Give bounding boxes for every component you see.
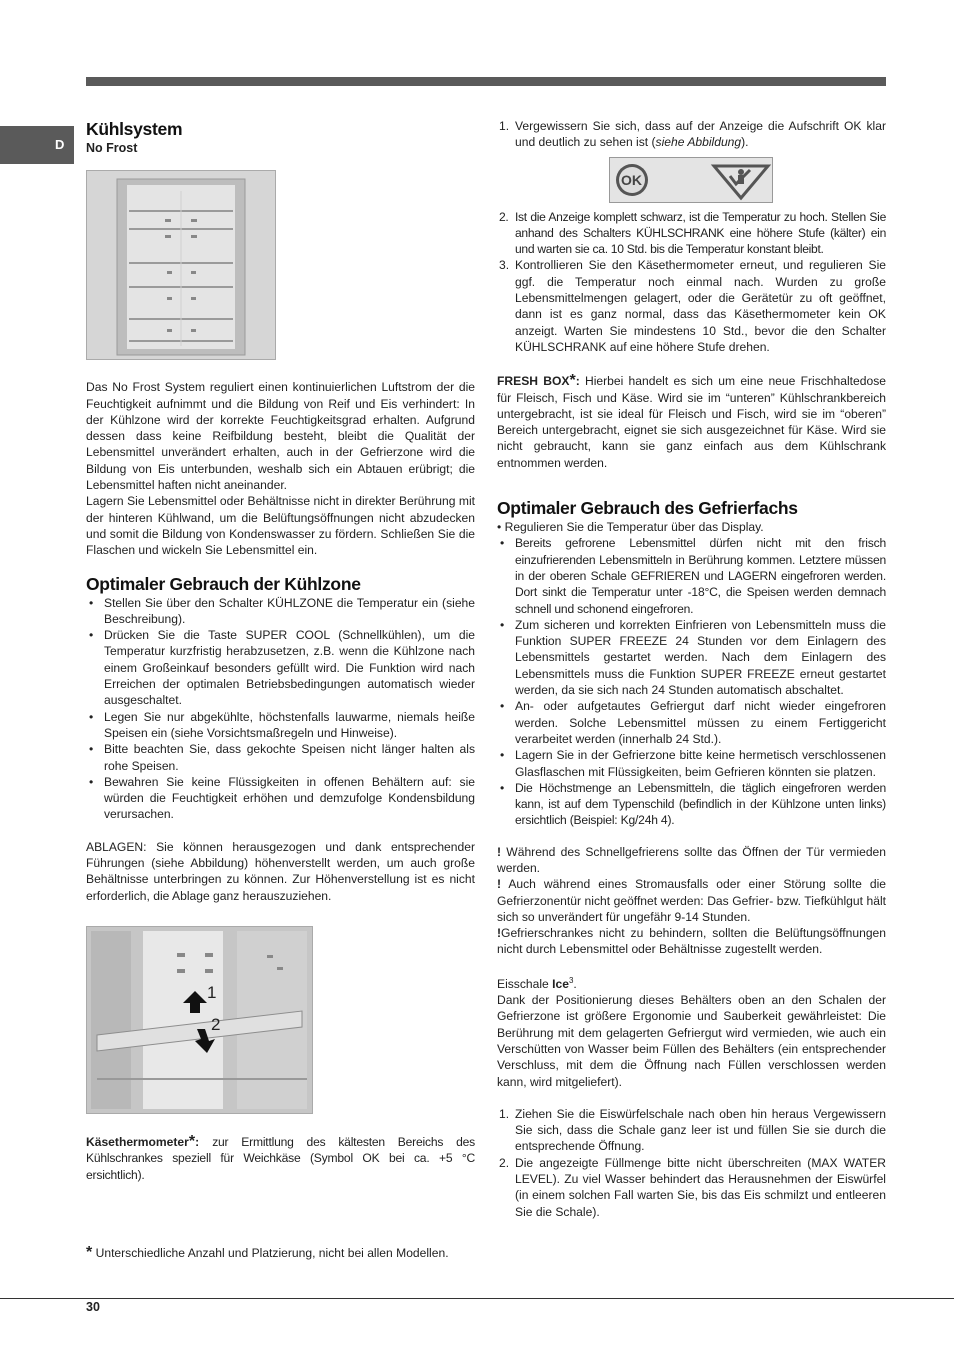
list-item [497,1155,886,1220]
step-number: 1. [499,119,510,133]
freshbox-text: Hierbei handelt es sich um eine neue Frischhaltedose für Fleisch, Fisch und Käse. Wird sie im “unteren” Kühlschrankbereich untergebracht, ist sie ideal für Fleisch und Fisch, wird sie im “oberen” Bereich untergebracht, eignet sie sich ausgezeichnet für Käse. Wird sie nicht gebraucht, kann sie ganz einfach aus dem Kühlschrank entnommen werden. [497,374,886,470]
check-steps-list-cont [497,209,886,356]
list-item [497,209,886,258]
warning-text: Auch während eines Stromausfalls oder einer Störung sollte die Gefrierzonentür nicht geöffnet werden: Das Gefrier- bzw. Tiefkühlgut hält sich so unverändert für ungefähr 9-14 Stunden. [497,877,886,924]
list-item: • Legen Sie nur abgekühlte, höchstenfalls lauwarme, niemals heiße Speisen ein (siehe Vorsichtsmaßregeln und Hinweise). [86,709,475,742]
warning-3 [497,925,886,958]
shelf-adjust-illustration [87,927,312,1113]
warning-text: Gefrierschrankes nicht zu behindern, sollten die Belüftungsöffnungen nicht durch Lebensmittel oder Behältnisse zugestellt werden. [497,926,886,957]
kasethermometer-colon: : [195,1134,200,1149]
section-title-kuehlsystem: Kühlsystem [86,119,183,139]
asterisk-marker: * [569,372,576,390]
list-item [497,118,886,151]
right-column [497,118,886,1220]
page-number: 30 [86,1300,100,1314]
list-item: • Drücken Sie die Taste SUPER COOL (Schnellkühlen), um die Temperatur kurzfristig herabzusetzen, z.B. wenn die Kühlzone nach einem Großeinkauf besonders gefüllt wird. Die Funktion wird nach Erreichen der optimalen Betriebsbedingungen automatisch wieder ausgeschaltet. [86,627,475,708]
warning-mark: ! [497,877,502,892]
eisschale-sup: 3 [568,975,574,985]
intro-paragraph-2: Lagern Sie Lebensmittel oder Behältnisse nicht in direkter Berührung mit der hinteren Kühlwand, um die Belüftungsöffnungen nicht abzudecken und somit die Bildung von Kondenswasser zu fördern. Schließen Sie die Flaschen und wickeln Sie Lebensmittel ein. [86,494,475,558]
bottom-rule [0,1298,954,1299]
step-text: Ziehen Sie die Eiswürfelschale nach oben hin heraus Vergewissern Sie sich, dass die Schale ganz leer ist und füllen Sie sie durch die entsprechende Öffnung. [515,1106,886,1154]
figure-label-1: 1 [207,982,217,1002]
step-text: Kontrollieren Sie den Käsethermometer erneut, und regulieren Sie ggf. die Temperatur noch einmal nach. Wurden zu große Lebensmittelmengen gelagert, oder die Gerätetür zu oft geöffnet, dann ist es ganz normal, dass das Käsethermometer kein OK anzeigt. Warten Sie mindestens 10 Std., bevor die den Schalter KÜHLSCHRANK auf eine höhere Stufe drehen. [515,258,886,354]
list-item: • Stellen Sie über den Schalter KÜHLZONE die Temperatur ein (siehe Beschreibung). [86,595,475,628]
language-tab: D [0,126,74,164]
list-item [497,257,886,355]
list-item: • Bereits gefrorene Lebensmittel dürfen nicht mit den frisch einzufrierenden Lebensmitteln in Berührung kommen. Letztere müssen in der oberen Schale GEFRIEREN und LAGERN eingefroren werden. Dort sinkt die Temperatur unter -18°C, die Speisen werden demnach schnell und schonend eingefroren. [497,535,886,616]
fridge-interior-image [86,170,276,360]
eisschale-label: Eisschale [497,976,553,991]
freshbox-colon: : [575,374,580,389]
eisschale-paragraph: Dank der Positionierung dieses Behälters oben an den Schalen der Gefrierzone ist größere Ergonomie und Sauberkeit gewährleistet: Die Berührung mit dem gelagerten Gefriergut wird vermieden, wie auch ein Verschütten von Wasser beim Füllen des Behälters (ein entsprechender Verschluss, mit dem die Öffnung nach Füllen verschlossen werden kann, wird mitgeliefert). [497,993,886,1089]
step-number: 2. [499,209,509,224]
list-item: • Lagern Sie in der Gefrierzone bitte keine hermetisch verschlossenen Glasflaschen mit Flüssigkeiten, beim Gefrieren könnten sie platzen. [497,747,886,780]
freshbox-paragraph [497,373,886,471]
warning-2 [497,876,886,925]
step-reference: siehe Abbildung [655,135,742,150]
list-item: • Bitte beachten Sie, dass gekochte Speisen nicht länger halten als rohe Speisen. [86,741,475,774]
footnote-text: Unterschiedliche Anzahl und Platzierung, nicht bei allen Modellen. [95,1246,449,1260]
warning-mark: ! [497,844,502,859]
kasethermometer-label: Käsethermometer [86,1134,189,1149]
footnote-asterisk: * [86,1244,93,1261]
shelf-adjust-image [86,926,313,1114]
asterisk-marker: * [188,1132,196,1150]
list-item: • An- oder aufgetautes Gefriergut darf nicht wieder eingefroren werden. Solche Lebensmittel müssen zu einem Fertiggericht verarbeitet werden (innerhalb 24 Std.). [497,698,886,747]
figure-label-2: 2 [211,1014,221,1034]
step-number: 2. [499,1155,510,1170]
footnote [86,1245,486,1261]
kasethermometer-text: zur Ermittlung des kältesten Bereichs des Kühlschrankes speziell für Weichkäse (Symbol OK bei ca. +5 °C ersichtlich). [86,1134,475,1182]
step-text: Vergewissern Sie sich, dass auf der Anzeige die Aufschrift OK klar und deutlich zu sehen ist ( [515,119,886,150]
section-title-gefrierfach: Optimaler Gebrauch des Gefrierfachs [497,498,798,519]
check-steps-list [497,118,886,151]
kasethermometer-paragraph [86,1134,475,1183]
warning-text: Während des Schnellgefrierens sollte das Öffnen der Tür vermieden werden. [497,844,886,875]
list-item [497,1106,886,1155]
left-column [86,118,475,1183]
eisschale-product: Ice [552,976,569,991]
warning-1 [497,844,886,877]
list-item: • Bewahren Sie keine Flüssigkeiten in offenen Behältern auf: sie würden die Feuchtigkeit erhöhen und demzufolge Kondensbildung verursachen. [86,774,475,823]
eisschale-heading [497,973,886,992]
kuehlzone-bullet-list [86,595,475,823]
list-item: • Die Höchstmenge an Lebensmitteln, die täglich eingefroren werden kann, ist auf dem Typenschild (befindlich in der Kühlzone unten links) ersichtlich (Beispiel: Kg/24h 4). [497,780,886,829]
subtitle-no-frost: No Frost [86,141,138,155]
top-rule [86,77,886,86]
gefrierfach-bullet-list [497,535,886,828]
section-title-kuehlzone: Optimaler Gebrauch der Kühlzone [86,573,361,594]
ablagen-paragraph: ABLAGEN: Sie können herausgezogen und dank entsprechender Führungen (siehe Abbildung) höhenverstellt werden, um auch große Behältnisse unterbringen zu können. Zur Höhenverstellung ist es nicht erforderlich, die Ablage ganz herauszuziehen. [86,839,475,903]
ok-symbol: OK [621,171,642,188]
intro-paragraph-1: Das No Frost System reguliert einen kontinuierlichen Luftstrom der die Feuchtigkeit aufnimmt und die Bildung von Reif und Eis verhindert: In der Kühlzone wird der korrekte Feuchtigkeitsgrad erhalten. Aufgrund dessen dass keine Reifbildung besteht, bleibt die Qualität der Lebensmittel unverändert erhalten, auch in der Gefrierzone wird die Bildung von Eis unterbunden, weshalb sich ein Abtauen erübrigt; die Lebensmittel haften nicht aneinander. [86,380,475,493]
step-text: Ist die Anzeige komplett schwarz, ist die Temperatur zu hoch. Stellen Sie anhand des Schalters KÜHLSCHRANK eine höhere Stufe (kälter) ein und warten sie ca. 10 Std. bis die Temperatur konstant bleibt. [515,209,886,257]
step-text-tail: ). [741,135,749,150]
freshbox-label: FRESH BOX [497,374,570,389]
fridge-shelves-illustration [87,171,275,359]
eisschale-dot: . [573,976,577,991]
gefrierfach-first-bullet: • Regulieren Sie die Temperatur über das Display. [497,520,764,535]
step-number: 3. [499,258,510,273]
eisschale-steps-list [497,1106,886,1220]
step-text: Die angezeigte Füllmenge bitte nicht überschreiten (MAX WATER LEVEL). Zu viel Wasser behindert das Herausnehmen der Eiswürfel (in einem solchen Fall warten Sie, bis das Eis schmilzt und entleeren Sie die Schale). [515,1155,886,1219]
list-item: • Zum sicheren und korrekten Einfrieren von Lebensmitteln muss die Funktion SUPER FREEZE 24 Stunden vor dem Einlagern des Lebensmittels gestartet werden. Nach dem Einlagern des Lebensmittels muss die Funktion SUPER FREEZE erneut gestartet werden, da sie sich nach 24 Stunden automatisch abschaltet. [497,617,886,698]
warning-mark: ! [497,926,502,941]
step-number: 1. [499,1106,510,1121]
ok-indicator-image [609,157,773,203]
